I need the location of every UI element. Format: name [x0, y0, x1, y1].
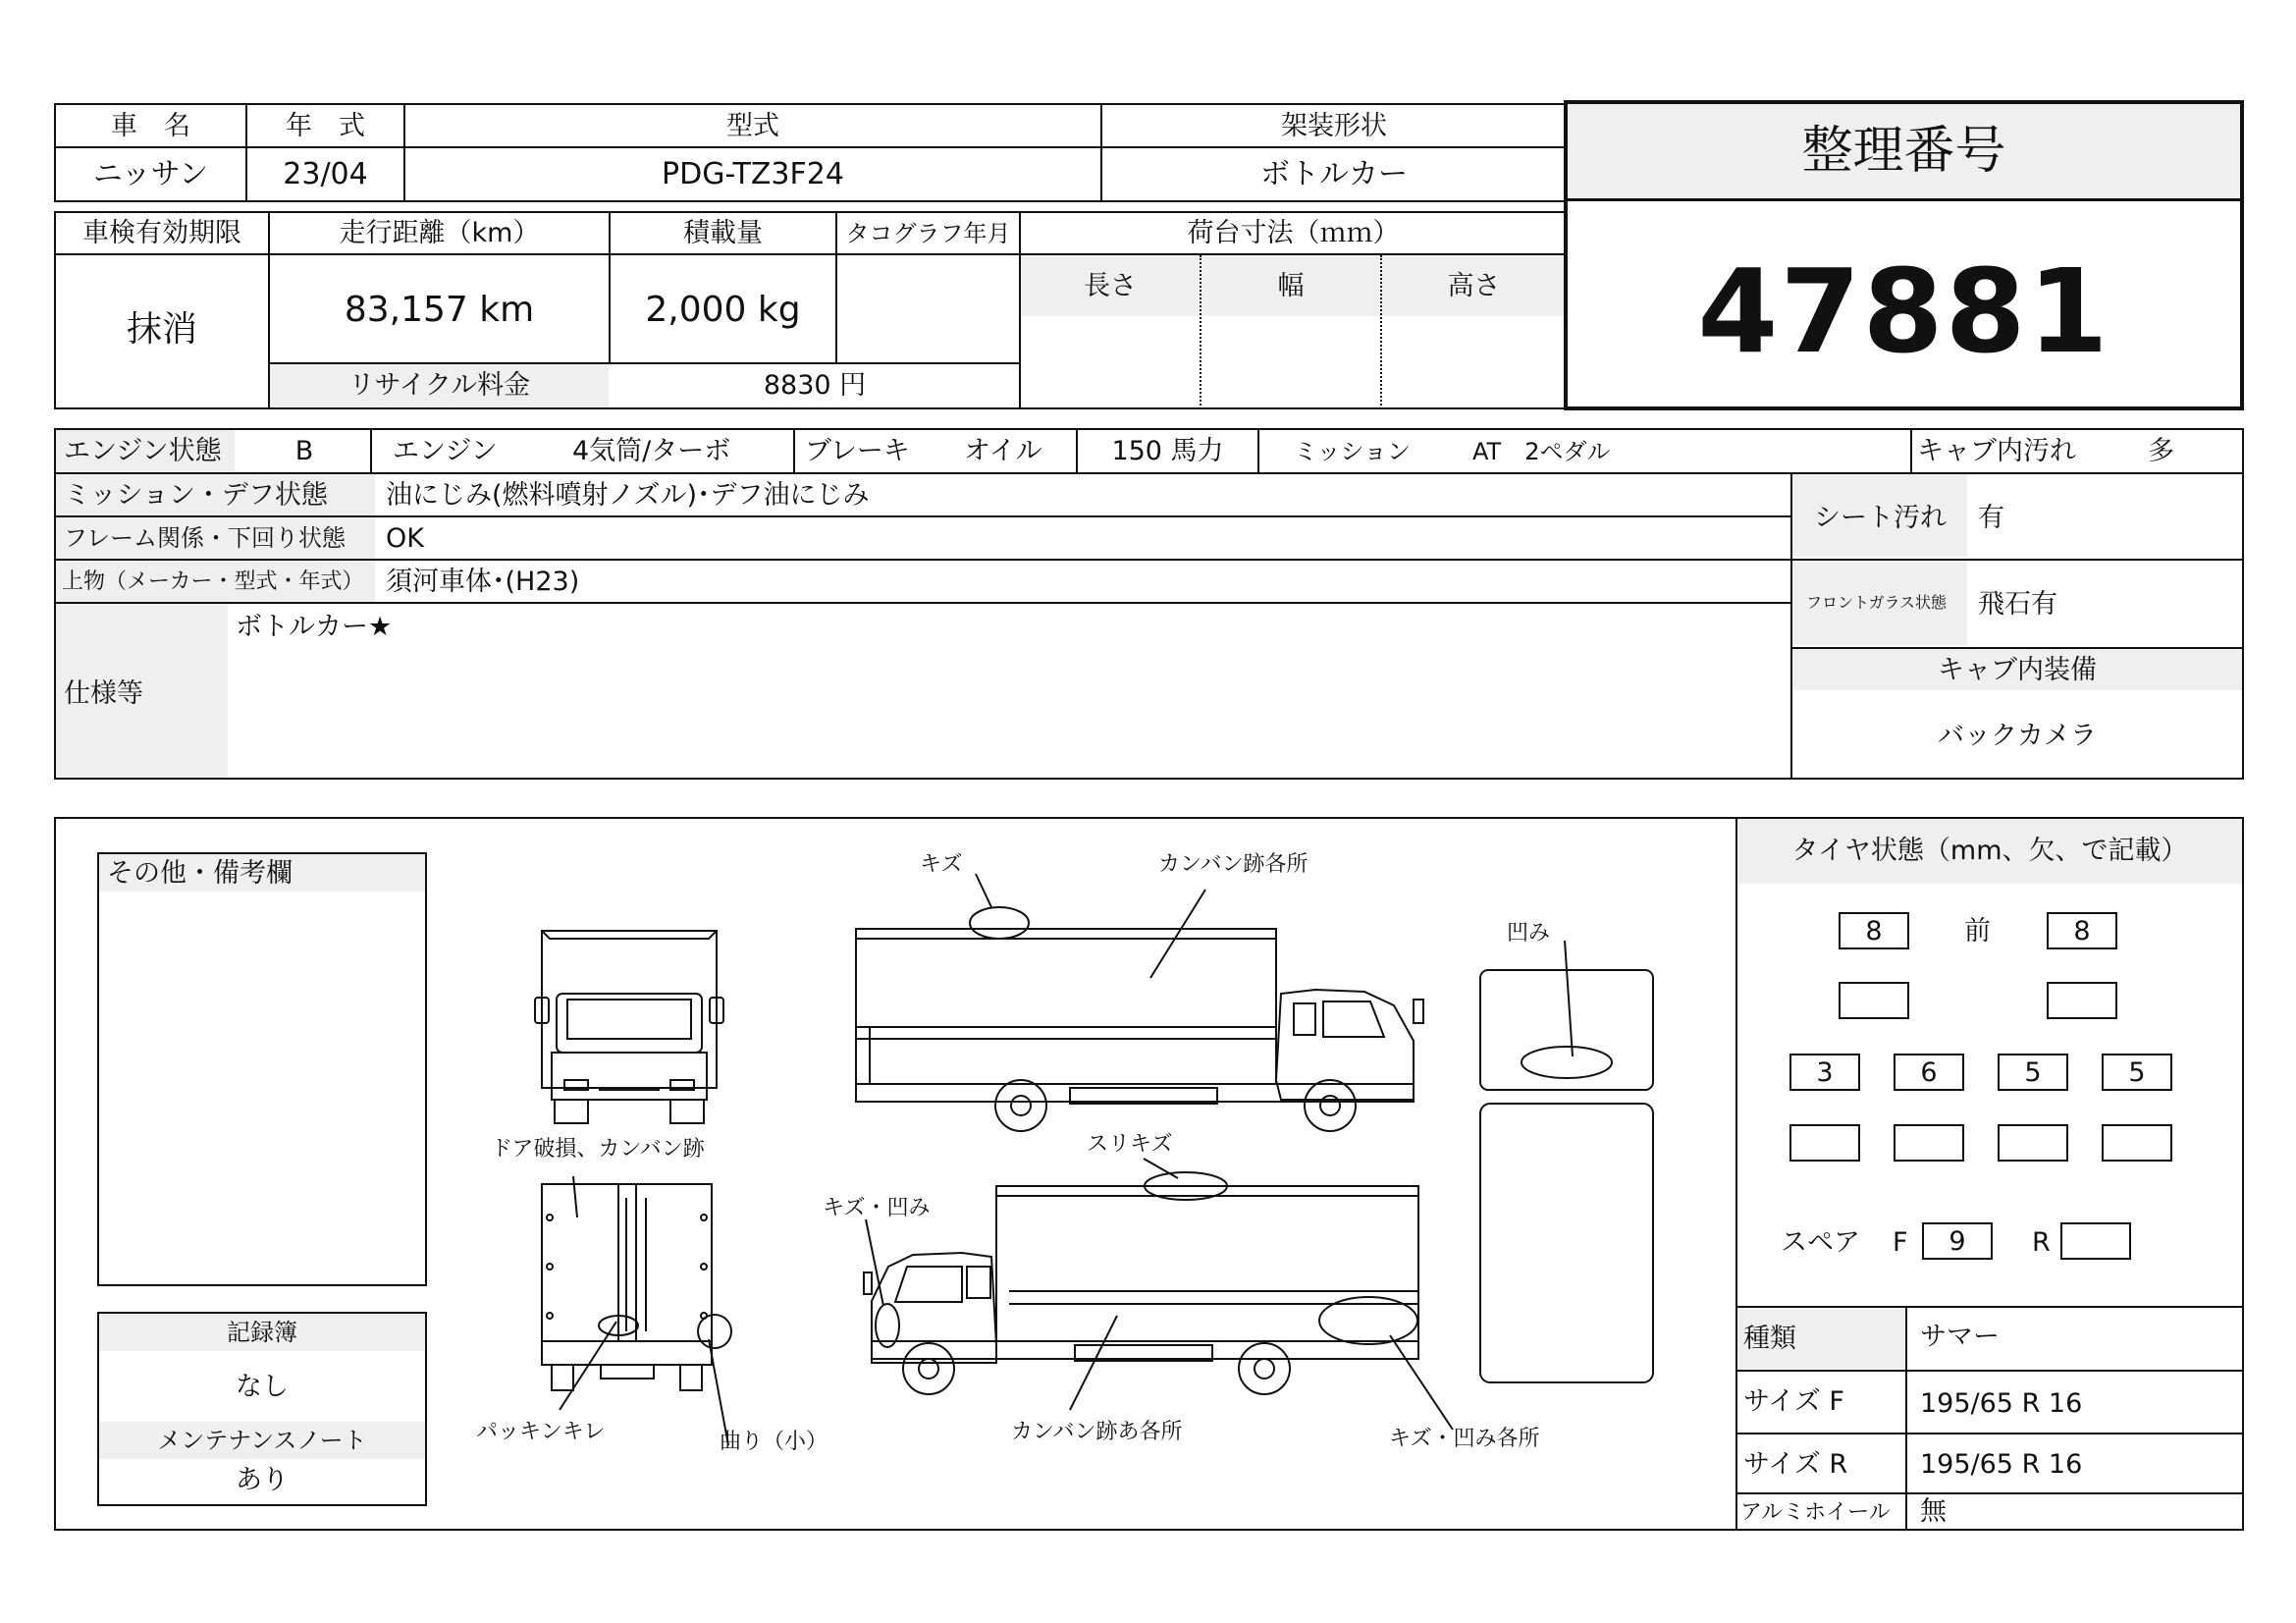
- tire-rear-2: 6: [1894, 1054, 1964, 1091]
- tire-front-right-inner: [2047, 982, 2117, 1019]
- upper-body-label: 上物（メーカー・型式・年式）: [62, 569, 364, 594]
- tire-size-f-label: サイズ F: [1743, 1386, 1844, 1417]
- mission-def-value: 油にじみ(燃料噴射ノズル)･デフ油にじみ: [386, 480, 870, 511]
- engine-value: 4気筒/ターボ: [572, 436, 731, 466]
- label-kizu-hekomi: キズ・凹み: [823, 1196, 931, 1220]
- tire-type-value: サマー: [1920, 1322, 2000, 1352]
- cab-equipment-label: キャブ内装備: [1938, 655, 2097, 685]
- value-load: 2,000 kg: [645, 290, 801, 330]
- label-magari: 曲り（小）: [720, 1430, 828, 1454]
- seiri-number: 47881: [1697, 243, 2110, 379]
- truck-side-view-right: [856, 929, 1423, 1131]
- tire-rear-8: [2102, 1124, 2172, 1162]
- header-model: 型式: [726, 111, 779, 141]
- mission-value: AT 2ペダル: [1472, 438, 1611, 465]
- label-kizu: キズ: [920, 852, 963, 877]
- tire-front-label: 前: [1964, 916, 1991, 947]
- truck-top-view-cab: [1480, 970, 1653, 1090]
- maintenance-label: メンテナンスノート: [157, 1427, 367, 1454]
- truck-side-view-left: [864, 1186, 1418, 1394]
- tire-size-f-value: 195/65 R 16: [1920, 1388, 2083, 1419]
- label-kanban2: カンバン跡あ各所: [1011, 1420, 1183, 1444]
- value-inspection: 抹消: [126, 309, 197, 350]
- engine-label: エンジン: [393, 436, 498, 466]
- header-body-type: 架装形状: [1281, 111, 1387, 141]
- header-recycle-fee: リサイクル料金: [347, 370, 531, 401]
- tire-rear-3: 5: [1998, 1054, 2068, 1091]
- brake-value: オイル: [964, 436, 1042, 466]
- seiri-label: 整理番号: [1801, 122, 2006, 181]
- header-length: 長さ: [1084, 271, 1137, 301]
- seat-dirt-value: 有: [1978, 503, 2004, 533]
- header-mileage: 走行距離（km）: [339, 218, 540, 248]
- spare-r-label: R: [2032, 1227, 2051, 1258]
- seat-dirt-label: シート汚れ: [1814, 503, 1947, 533]
- tire-size-r-label: サイズ R: [1743, 1449, 1848, 1480]
- upper-body-value: 須河車体･(H23): [386, 567, 580, 597]
- truck-top-view-body: [1480, 1104, 1653, 1382]
- value-car-name: ニッサン: [92, 157, 209, 191]
- tire-rear-7: [1998, 1124, 2068, 1162]
- truck-front-view: [535, 931, 723, 1123]
- frame-label: フレーム関係・下回り状態: [64, 524, 347, 552]
- mission-label: ミッション: [1294, 438, 1412, 465]
- tire-size-r-value: 195/65 R 16: [1920, 1449, 2083, 1480]
- tire-type-label: 種類: [1743, 1324, 1796, 1354]
- label-door: ドア破損、カンバン跡: [491, 1137, 705, 1162]
- label-hekomi: 凹み: [1507, 921, 1551, 946]
- header-load: 積載量: [683, 218, 763, 248]
- spec-label: 仕様等: [64, 678, 143, 709]
- horsepower-value: 150 馬力: [1111, 436, 1224, 466]
- label-kanban: カンバン跡各所: [1158, 852, 1308, 877]
- value-body-type: ボトルカー: [1260, 157, 1408, 191]
- cab-equipment-value: バックカメラ: [1938, 721, 2097, 751]
- tire-rear-1: 3: [1789, 1054, 1860, 1091]
- label-packin: パッキンキレ: [476, 1420, 606, 1444]
- alumi-wheel-value: 無: [1920, 1496, 1947, 1527]
- header-tachograph: タコグラフ年月: [845, 220, 1011, 247]
- value-recycle-fee: 8830 円: [763, 370, 867, 401]
- spare-f-value: 9: [1922, 1222, 1993, 1260]
- tire-rear-5: [1789, 1124, 1860, 1162]
- header-width: 幅: [1277, 271, 1305, 301]
- tire-title: タイヤ状態（mm、欠、で記載）: [1791, 836, 2188, 866]
- truck-rear-view: [542, 1184, 712, 1390]
- tire-rear-6: [1894, 1124, 1964, 1162]
- header-year: 年 式: [286, 111, 365, 141]
- header-height: 高さ: [1447, 271, 1501, 301]
- alumi-wheel-label: アルミホイール: [1740, 1500, 1891, 1525]
- engine-state-label: エンジン状態: [64, 436, 222, 466]
- frame-value: OK: [386, 523, 424, 554]
- front-glass-value: 飛石有: [1978, 589, 2057, 620]
- maintenance-value: あり: [236, 1465, 289, 1495]
- cab-dirt-label: キャブ内汚れ: [1917, 436, 2076, 466]
- cab-dirt-value: 多: [2148, 436, 2174, 466]
- label-kizu-hekomi2: キズ・凹み各所: [1389, 1427, 1540, 1451]
- header-bed-size: 荷台寸法（ｍｍ）: [1187, 218, 1400, 248]
- record-label: 記録簿: [227, 1319, 297, 1346]
- spare-r-value: [2060, 1222, 2131, 1260]
- front-glass-label: フロントガラス状態: [1806, 593, 1948, 612]
- engine-state-value: B: [294, 436, 314, 466]
- mission-def-label: ミッション・デフ状態: [64, 480, 328, 511]
- spec-value: ボトルカー★: [236, 612, 393, 642]
- label-surikizu: スリキズ: [1087, 1132, 1173, 1157]
- spare-label: スペア: [1781, 1227, 1860, 1258]
- tire-front-left: 8: [1839, 912, 1909, 949]
- value-model: PDG-TZ3F24: [662, 157, 844, 191]
- tire-rear-4: 5: [2102, 1054, 2172, 1091]
- tire-front-left-inner: [1839, 982, 1909, 1019]
- header-car-name: 車 名: [111, 111, 190, 141]
- value-year: 23/04: [283, 157, 368, 191]
- value-mileage: 83,157 km: [344, 290, 535, 330]
- header-inspection: 車検有効期限: [82, 218, 241, 248]
- record-value: なし: [236, 1372, 289, 1402]
- brake-label: ブレーキ: [805, 436, 910, 466]
- spare-f-label: F: [1893, 1227, 1908, 1258]
- remarks-label: その他・備考欄: [107, 858, 293, 889]
- tire-front-right: 8: [2047, 912, 2117, 949]
